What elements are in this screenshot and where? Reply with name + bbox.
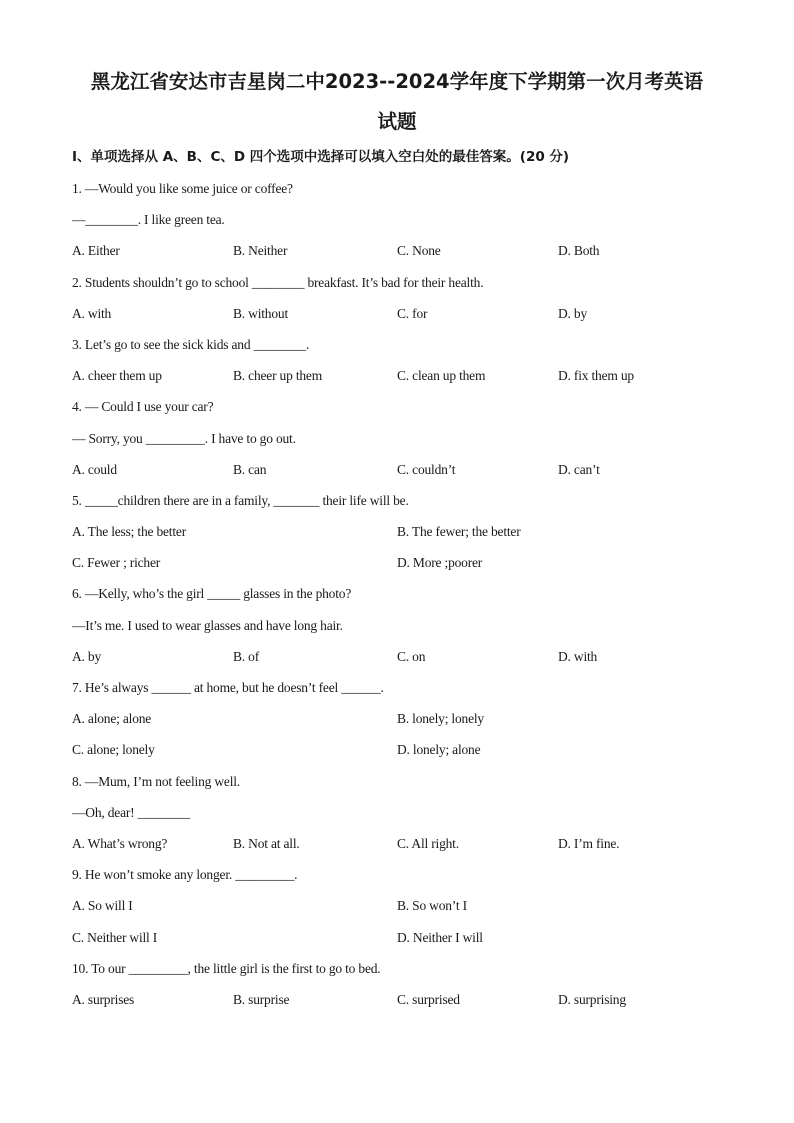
question-9-stem: 9. He won’t smoke any longer. _________.	[72, 867, 298, 883]
question-2-options	[72, 298, 722, 329]
question-9-option-a: A. So will I	[72, 898, 133, 914]
question-5-options-row-2	[72, 547, 722, 578]
question-9-option-c: C. Neither will I	[72, 929, 158, 945]
question-4-option-b: B. can	[233, 461, 267, 477]
question-8-response: —Oh, dear! ________	[72, 804, 191, 820]
exam-title-line-2: 试题	[377, 110, 417, 133]
question-10-option-b: B. surprise	[233, 991, 290, 1007]
question-1-option-b: B. Neither	[233, 243, 288, 259]
question-6-option-b: B. of	[233, 648, 260, 664]
question-2-option-a: A. with	[72, 305, 112, 321]
question-5-stem: 5. _____children there are in a family, _______ their life will be.	[72, 492, 409, 508]
question-1-stem: 1. —Would you like some juice or coffee?	[72, 181, 293, 196]
question-7-option-c: C. alone; lonely	[72, 742, 155, 758]
question-8-stem: 8. —Mum, I’m not feeling well.	[72, 773, 240, 789]
question-4-options	[72, 454, 722, 485]
question-6-stem: 6. —Kelly, who’s the girl _____ glasses in the photo?	[72, 586, 352, 602]
question-8-option-b: B. Not at all.	[233, 835, 300, 851]
question-7-option-b: B. lonely; lonely	[397, 711, 484, 727]
question-8-option-c: C. All right.	[397, 835, 459, 851]
question-6-option-c: C. on	[397, 648, 426, 664]
question-1-response: —________. I like green tea.	[72, 212, 225, 228]
question-7-option-d: D. lonely; alone	[397, 742, 481, 758]
question-6-options	[72, 641, 722, 672]
question-3-option-a: A. cheer them up	[72, 368, 162, 384]
question-9-options-row-2	[72, 922, 722, 953]
question-4-stem: 4. — Could I use your car?	[72, 399, 214, 415]
question-1-option-d: D. Both	[558, 243, 600, 259]
question-7-options-row-2	[72, 734, 722, 765]
question-10-option-a: A. surprises	[72, 991, 135, 1007]
question-3-option-c: C. clean up them	[397, 368, 486, 384]
question-4-response: — Sorry, you _________. I have to go out.	[72, 430, 296, 446]
question-10-options	[72, 984, 722, 1015]
question-5-options-row-1	[72, 516, 722, 547]
question-4-option-c: C. couldn’t	[397, 461, 456, 477]
question-9-options-row-1	[72, 890, 722, 921]
question-4-option-a: A. could	[72, 461, 117, 477]
question-1-option-c: C. None	[397, 243, 441, 259]
question-7-options-row-1	[72, 703, 722, 734]
question-8-option-d: D. I’m fine.	[558, 835, 620, 851]
question-4-option-d: D. can’t	[558, 461, 600, 477]
question-2-option-c: C. for	[397, 305, 428, 321]
question-2-option-b: B. without	[233, 305, 289, 321]
question-1-option-a: A. Either	[72, 243, 120, 259]
question-7-stem: 7. He’s always ______ at home, but he doesn’t feel ______.	[72, 680, 384, 695]
question-5-option-b: B. The fewer; the better	[397, 524, 521, 540]
question-2-stem: 2. Students shouldn’t go to school ________ breakfast. It’s bad for their health.	[72, 274, 484, 290]
question-10-option-d: D. surprising	[558, 991, 626, 1007]
question-7-option-a: A. alone; alone	[72, 711, 152, 727]
question-6-response: —It’s me. I used to wear glasses and have long hair.	[72, 617, 343, 633]
question-3-option-b: B. cheer up them	[233, 368, 323, 384]
question-8-options	[72, 828, 722, 859]
question-6-option-d: D. with	[558, 648, 598, 664]
question-5-option-c: C. Fewer ; richer	[72, 555, 161, 571]
question-9-option-b: B. So won’t I	[397, 898, 467, 914]
exam-title-line-1: 黑龙江省安达市吉星岗二中2023--2024学年度下学期第一次月考英语	[90, 70, 704, 93]
question-9-option-d: D. Neither I will	[397, 929, 483, 945]
section-heading: Ⅰ、单项选择从 A、B、C、D 四个选项中选择可以填入空白处的最佳答案。(20 分)	[72, 149, 570, 165]
question-5-option-d: D. More ;poorer	[397, 555, 483, 571]
question-10-option-c: C. surprised	[397, 991, 460, 1007]
question-8-option-a: A. What’s wrong?	[72, 835, 168, 851]
question-3-stem: 3. Let’s go to see the sick kids and ________.	[72, 336, 310, 352]
question-3-options	[72, 360, 722, 391]
question-2-option-d: D. by	[558, 305, 587, 321]
exam-page	[72, 62, 722, 1015]
question-10-stem: 10. To our _________, the little girl is the first to go to bed.	[72, 960, 381, 976]
question-6-option-a: A. by	[72, 648, 101, 664]
question-1-options	[72, 235, 722, 266]
question-3-option-d: D. fix them up	[558, 368, 634, 384]
question-5-option-a: A. The less; the better	[72, 524, 186, 540]
